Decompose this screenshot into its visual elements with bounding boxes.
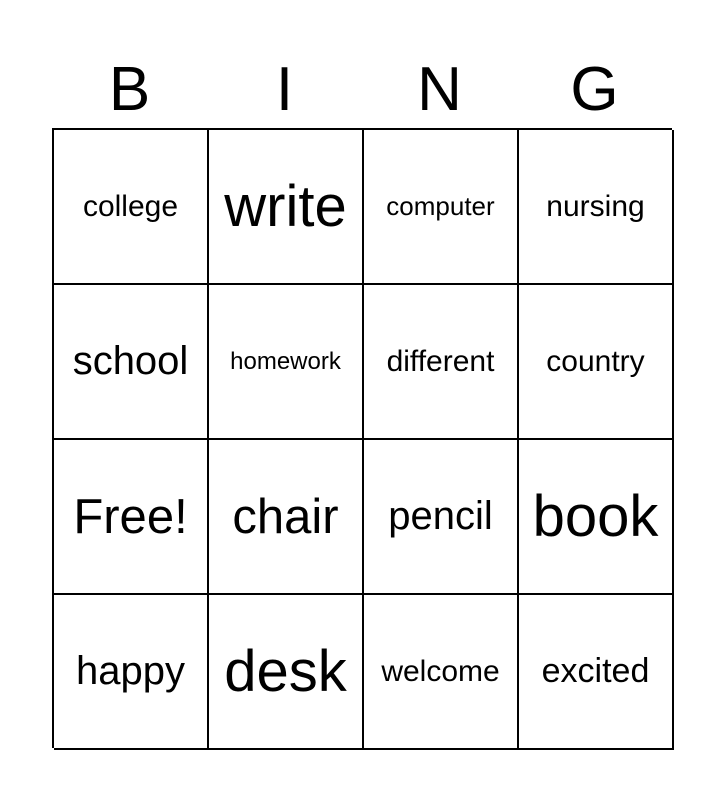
bingo-cell: welcome bbox=[364, 595, 519, 750]
bingo-cell: country bbox=[519, 285, 674, 440]
bingo-cell: nursing bbox=[519, 130, 674, 285]
bingo-cell: happy bbox=[54, 595, 209, 750]
bingo-cell: school bbox=[54, 285, 209, 440]
bingo-cell: write bbox=[209, 130, 364, 285]
bingo-cell: chair bbox=[209, 440, 364, 595]
bingo-cell: computer bbox=[364, 130, 519, 285]
bingo-cell: different bbox=[364, 285, 519, 440]
header-letter-i: I bbox=[275, 55, 294, 124]
header-letter-b: B bbox=[108, 55, 151, 124]
bingo-cell-free: Free! bbox=[54, 440, 209, 595]
bingo-cell: desk bbox=[209, 595, 364, 750]
bingo-cell: homework bbox=[209, 285, 364, 440]
bingo-cell: college bbox=[54, 130, 209, 285]
bingo-cell: pencil bbox=[364, 440, 519, 595]
bingo-header bbox=[52, 52, 672, 128]
header-letter-n: N bbox=[417, 55, 462, 124]
header-letter-g: G bbox=[570, 55, 619, 124]
bingo-cell: excited bbox=[519, 595, 674, 750]
bingo-board bbox=[52, 128, 672, 748]
bingo-cell: book bbox=[519, 440, 674, 595]
